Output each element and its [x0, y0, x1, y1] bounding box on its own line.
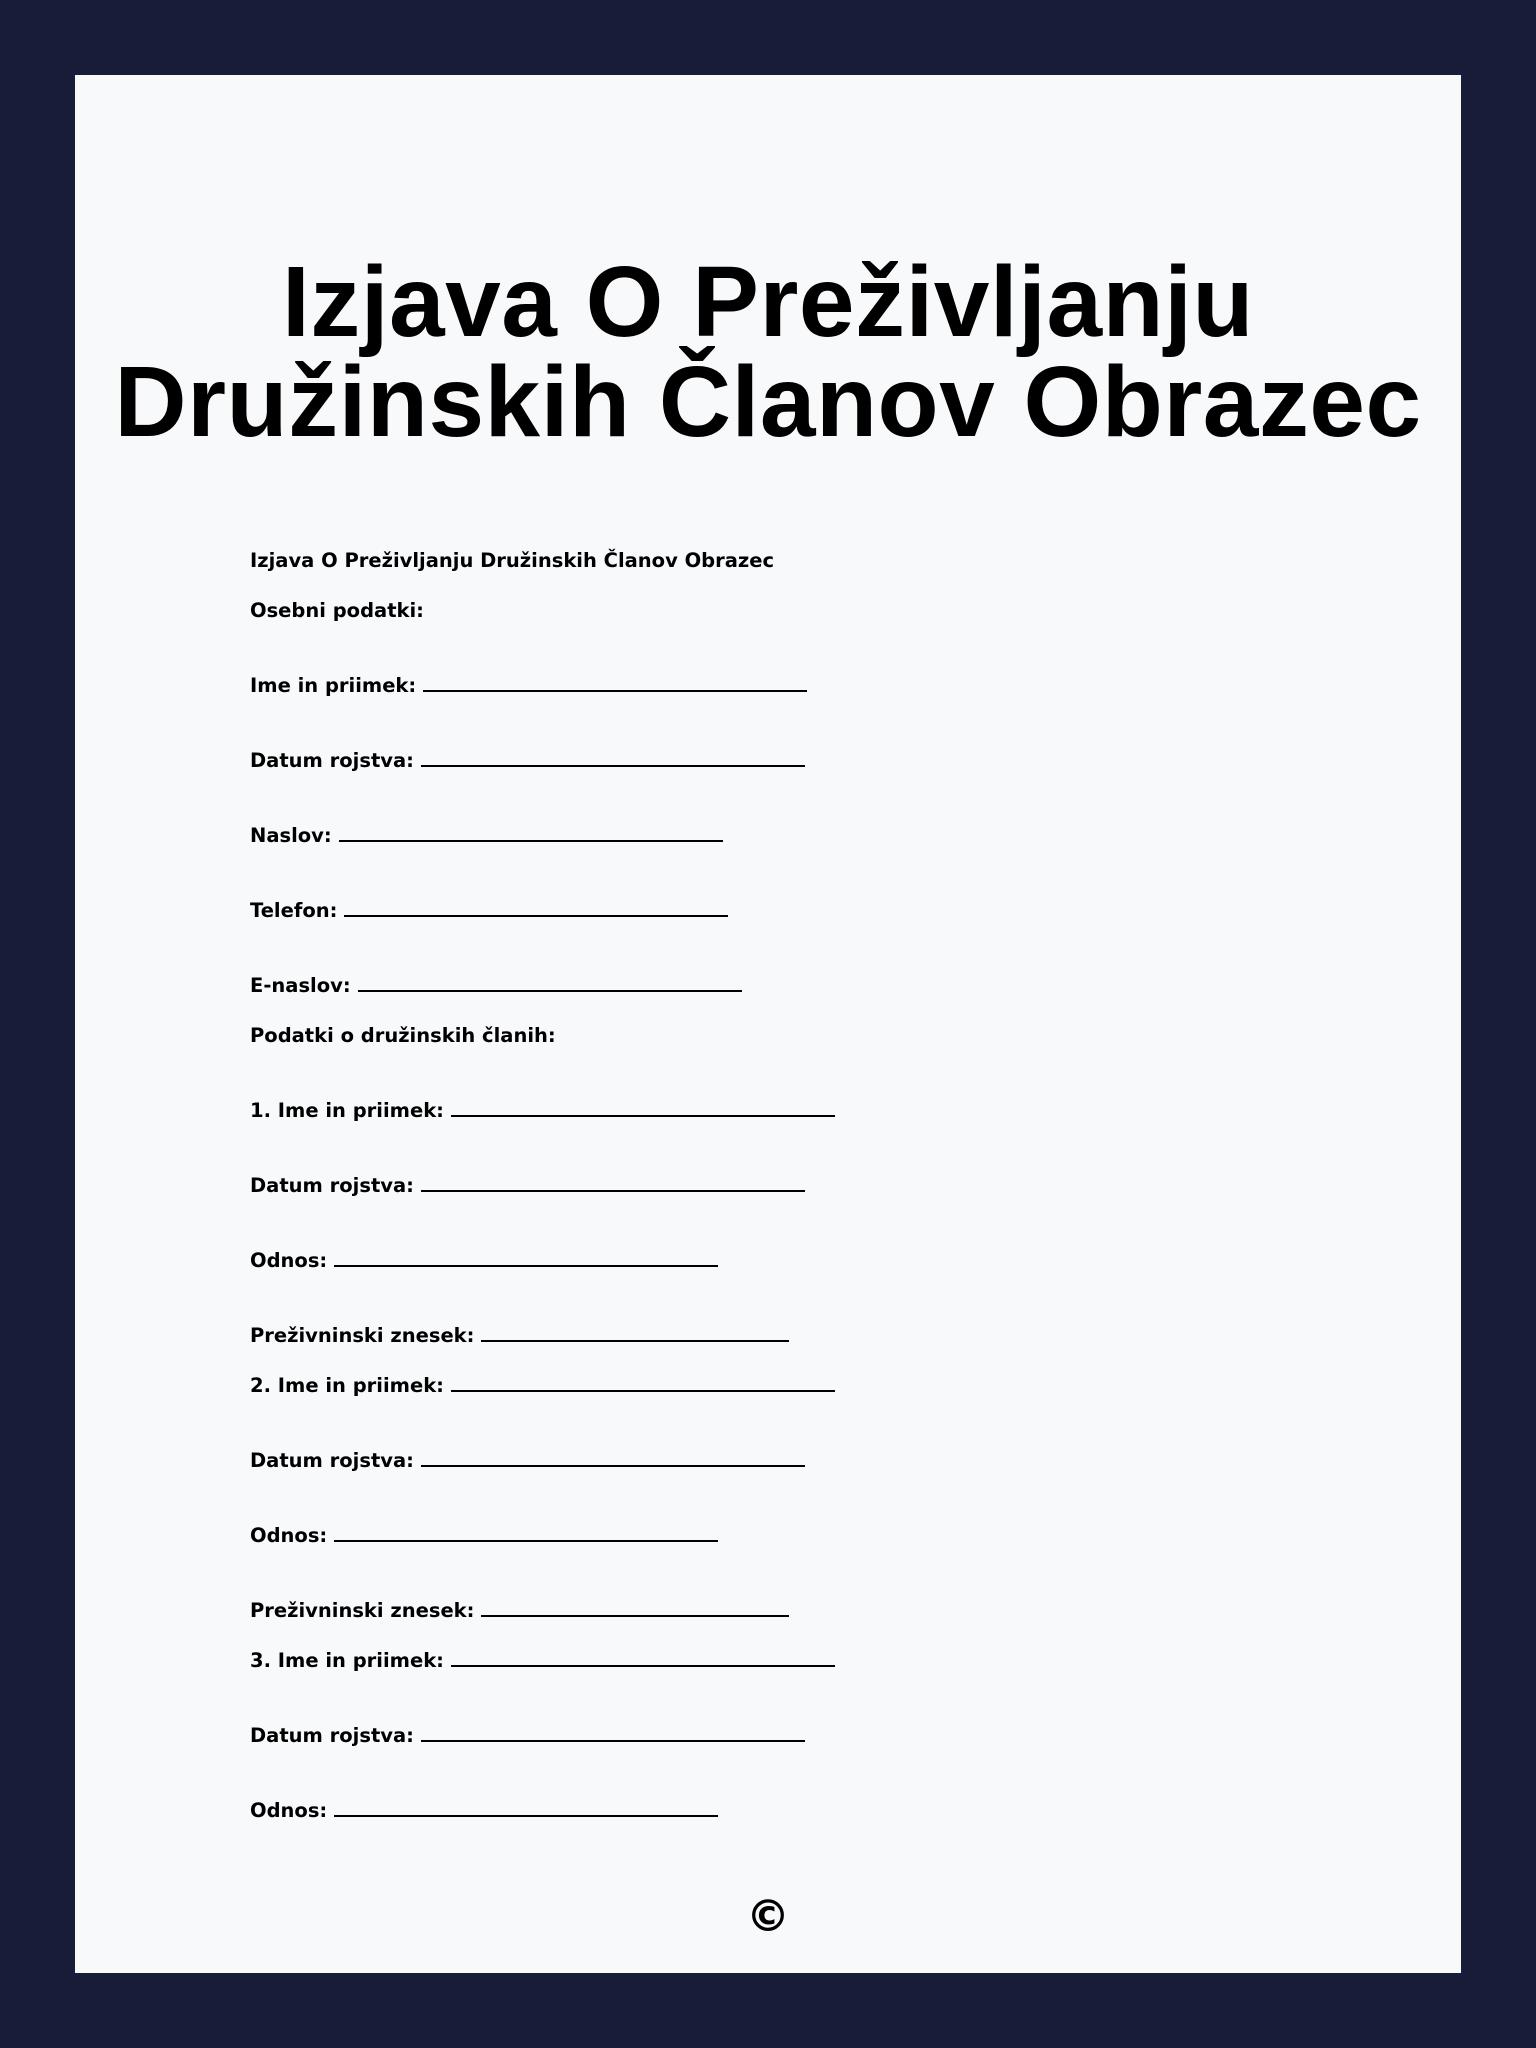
member-1-name-row [250, 1099, 835, 1123]
member-3-relation-blank[interactable] [334, 1801, 718, 1817]
copyright-icon: © [746, 1891, 790, 1942]
member-1-relation-blank[interactable] [334, 1251, 718, 1267]
member-2-amount-blank[interactable] [481, 1601, 789, 1617]
personal-email-row [250, 974, 742, 998]
page-title-line-1: Izjava O Preživljanju [281, 246, 1255, 358]
member-3-birthdate-blank[interactable] [421, 1726, 805, 1742]
member-2-name-label: 2. Ime in priimek: [250, 1374, 444, 1397]
member-2-name-row [250, 1374, 835, 1398]
personal-birthdate-blank[interactable] [421, 751, 805, 767]
member-1-relation-label: Odnos: [250, 1249, 328, 1272]
member-2-birthdate-label: Datum rojstva: [250, 1449, 414, 1472]
member-2-relation-blank[interactable] [334, 1526, 718, 1542]
personal-name-label: Ime in priimek: [250, 674, 417, 697]
member-2-name-blank[interactable] [451, 1376, 835, 1392]
personal-address-row [250, 824, 723, 848]
member-1-amount-row [250, 1324, 789, 1348]
page-title [75, 246, 1461, 458]
personal-phone-label: Telefon: [250, 899, 338, 922]
document-page [75, 75, 1461, 1973]
personal-name-blank[interactable] [423, 676, 807, 692]
member-3-birthdate-label: Datum rojstva: [250, 1724, 414, 1747]
personal-name-row [250, 674, 807, 698]
member-1-name-label: 1. Ime in priimek: [250, 1099, 444, 1122]
personal-address-label: Naslov: [250, 824, 332, 847]
personal-section-heading: Osebni podatki: [250, 599, 424, 622]
member-2-amount-label: Preživninski znesek: [250, 1599, 475, 1622]
member-1-amount-label: Preživninski znesek: [250, 1324, 475, 1347]
form-heading: Izjava O Preživljanju Družinskih Članov Obrazec [250, 549, 775, 572]
member-2-amount-row [250, 1599, 789, 1623]
member-3-name-label: 3. Ime in priimek: [250, 1649, 444, 1672]
member-2-relation-row [250, 1524, 718, 1548]
member-1-amount-blank[interactable] [481, 1326, 789, 1342]
personal-birthdate-label: Datum rojstva: [250, 749, 414, 772]
personal-address-blank[interactable] [339, 826, 723, 842]
personal-phone-blank[interactable] [344, 901, 728, 917]
member-2-relation-label: Odnos: [250, 1524, 328, 1547]
member-3-name-row [250, 1649, 835, 1673]
member-1-birthdate-label: Datum rojstva: [250, 1174, 414, 1197]
member-1-relation-row [250, 1249, 718, 1273]
page-title-line-2: Družinskih Članov Obrazec [114, 346, 1422, 458]
member-1-birthdate-blank[interactable] [421, 1176, 805, 1192]
family-section-heading: Podatki o družinskih članih: [250, 1024, 556, 1047]
member-3-relation-label: Odnos: [250, 1799, 328, 1822]
member-2-birthdate-row [250, 1449, 805, 1473]
personal-email-blank[interactable] [358, 976, 742, 992]
personal-email-label: E-naslov: [250, 974, 351, 997]
personal-phone-row [250, 899, 728, 923]
member-1-name-blank[interactable] [451, 1101, 835, 1117]
member-2-birthdate-blank[interactable] [421, 1451, 805, 1467]
personal-birthdate-row [250, 749, 805, 773]
member-1-birthdate-row [250, 1174, 805, 1198]
member-3-birthdate-row [250, 1724, 805, 1748]
member-3-relation-row [250, 1799, 718, 1823]
member-3-name-blank[interactable] [451, 1651, 835, 1667]
